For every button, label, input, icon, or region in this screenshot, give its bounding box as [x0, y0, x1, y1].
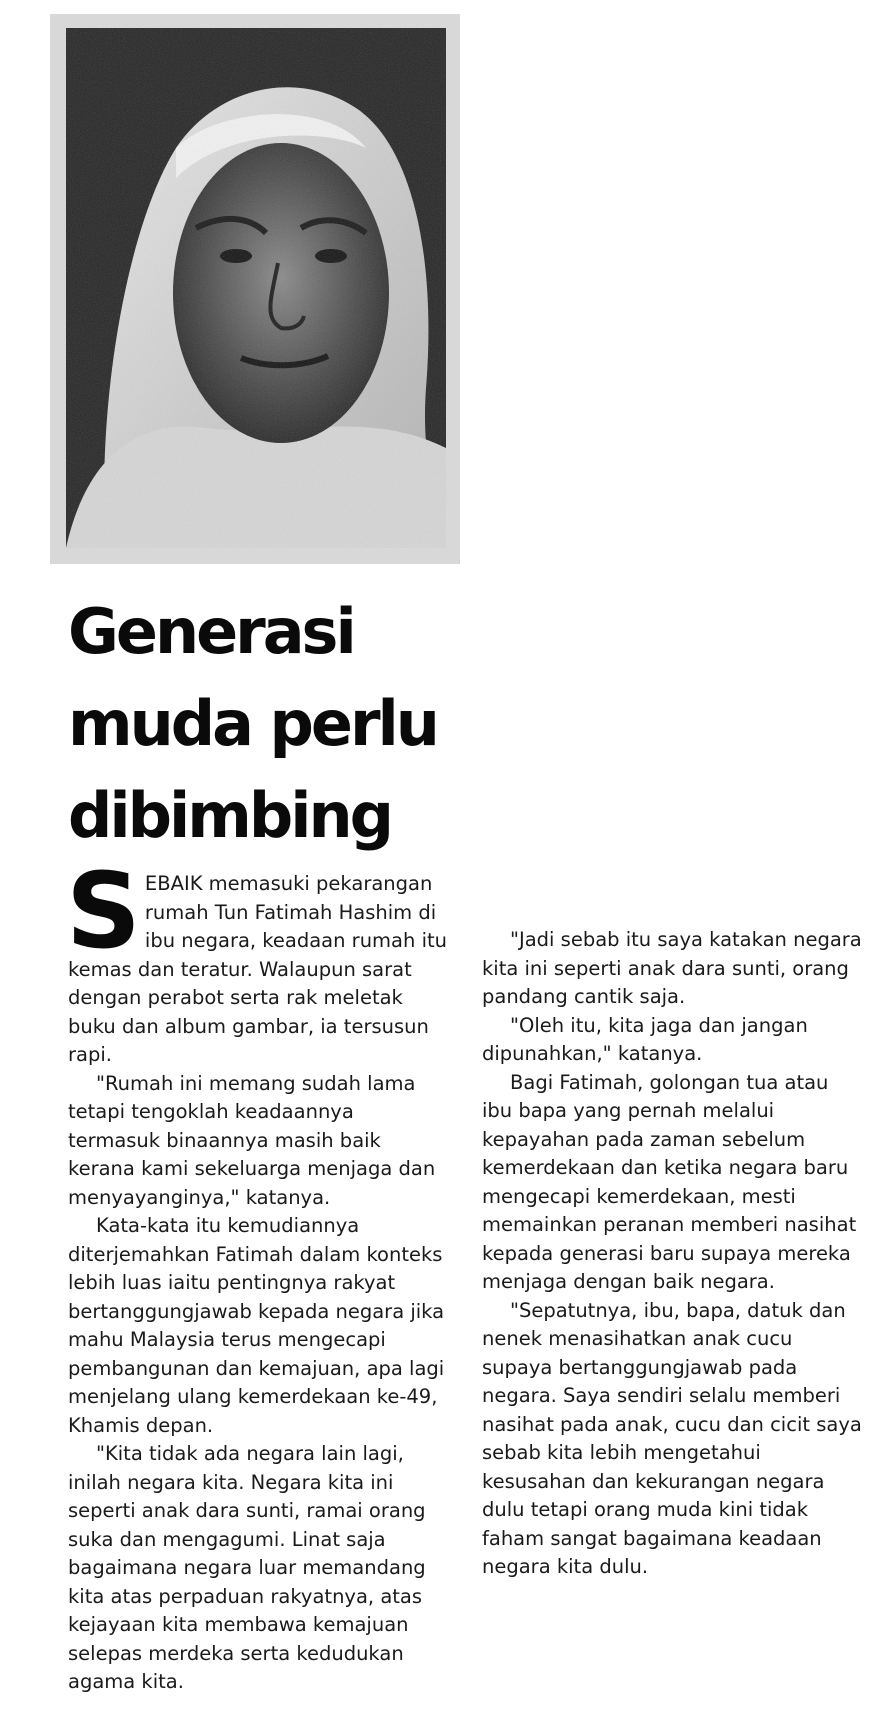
- headline-line-1: Generasi: [68, 595, 354, 668]
- article-headline: [68, 586, 488, 862]
- article-paragraph: Bagi Fatimah, golongan tua atau ibu bapa yang pernah melalui kepayahan pada zaman sebelum kemerdekaan dan ketika negara baru mengecapi kemerdekaan, mesti memainkan peranan memberi nasihat kepada generasi baru supaya mereka menjaga dengan baik negara.: [482, 1070, 857, 1293]
- article-column-left: [66, 850, 448, 1697]
- article-column-right: [482, 926, 864, 1582]
- portrait-photo-icon: [66, 28, 446, 548]
- article-paragraph: "Sepatutnya, ibu, bapa, datuk dan nenek menasihatkan anak cucu supaya bertanggungjawab pada negara. Saya sendiri selalu memberi nasihat pada anak, cucu dan cicit saya sebab kita lebih mengetahui kesusahan dan kekurangan negara dulu tetapi orang muda kini tidak faham sangat bagaimana keadaan negara kita dulu.: [482, 1298, 862, 1578]
- article-paragraph: "Rumah ini memang sudah lama tetapi tengoklah keadaannya termasuk binaannya masih baik kerana kami sekeluarga menjaga dan menyayanginya," katanya.: [68, 1071, 436, 1209]
- portrait-illustration: [66, 28, 446, 548]
- article-paragraph: "Kita tidak ada negara lain lagi, inilah negara kita. Negara kita ini seperti anak dara sunti, ramai orang suka dan mengagumi. Linat saja bagaimana negara luar memandang kita atas perpaduan rakyatnya, atas kejayaan kita membawa kemajuan selepas merdeka serta kedudukan agama kita.: [68, 1442, 426, 1693]
- article-paragraph: "Oleh itu, kita jaga dan jangan dipunahkan," katanya.: [482, 1013, 808, 1065]
- headline-line-2: muda perlu: [68, 687, 437, 760]
- headline-line-3: dibimbing: [68, 779, 392, 852]
- article-paragraph: Kata-kata itu kemudiannya diterjemahkan Fatimah dalam konteks lebih luas iaitu pentingnya rakyat bertanggungjawab kepada negara jika mahu Malaysia terus mengecapi pembangunan dan kemajuan, apa lagi menjelang ulang kemerdekaan ke-49, Khamis depan.: [68, 1214, 445, 1437]
- paragraph-text: EBAIK memasuki pekarangan rumah Tun Fatimah Hashim di ibu negara, keadaan rumah itu kemas dan teratur. Walaupun sarat dengan perabot serta rak meletak buku dan album gambar, ia tersusun rapi.: [68, 872, 447, 1066]
- article-paragraph: "Jadi sebab itu saya katakan negara kita ini seperti anak dara sunti, orang pandang cantik saja.: [482, 928, 862, 1008]
- article-paragraph: [66, 850, 448, 1070]
- photo-frame: [50, 14, 460, 564]
- drop-cap: S: [66, 850, 141, 972]
